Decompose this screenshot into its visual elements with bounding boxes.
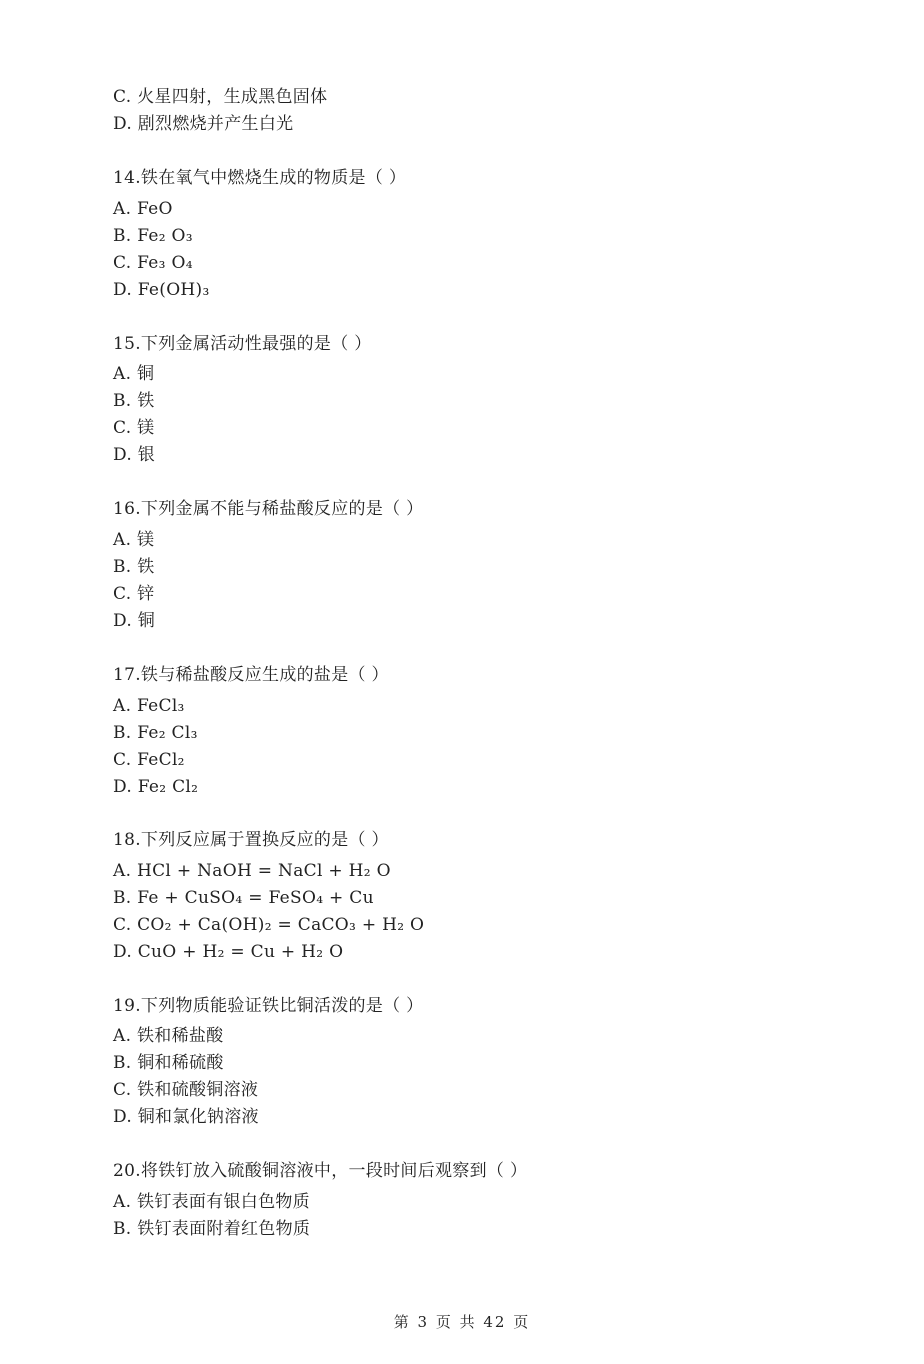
question-19-option-a: A. 铁和稀盐酸 <box>113 1026 224 1046</box>
question-16-option-d: D. 铜 <box>113 611 156 631</box>
question-18-option-a: A. HCl + NaOH = NaCl + H₂ O <box>113 861 391 881</box>
question-18-option-d: D. CuO + H₂ = Cu + H₂ O <box>113 942 344 962</box>
question-19-option-c: C. 铁和硫酸铜溶液 <box>113 1080 259 1100</box>
question-14-option-a: A. FeO <box>113 199 173 219</box>
question-19-option-d: D. 铜和氯化钠溶液 <box>113 1107 259 1127</box>
question-14-option-d: D. Fe(OH)₃ <box>113 280 210 300</box>
option-c-prev: C. 火星四射，生成黑色固体 <box>113 87 328 107</box>
question-18-stem: 18.下列反应属于置换反应的是（ ） <box>113 830 389 850</box>
question-16-option-c: C. 锌 <box>113 584 155 604</box>
question-18-option-c: C. CO₂ + Ca(OH)₂ = CaCO₃ + H₂ O <box>113 915 425 935</box>
question-17-option-d: D. Fe₂ Cl₂ <box>113 777 199 797</box>
question-14-option-b: B. Fe₂ O₃ <box>113 226 193 246</box>
question-18-option-b: B. Fe + CuSO₄ = FeSO₄ + Cu <box>113 888 374 908</box>
question-20-option-a: A. 铁钉表面有银白色物质 <box>113 1192 310 1212</box>
question-15-stem: 15.下列金属活动性最强的是（ ） <box>113 334 372 354</box>
question-19-option-b: B. 铜和稀硫酸 <box>113 1053 224 1073</box>
question-16-stem: 16.下列金属不能与稀盐酸反应的是（ ） <box>113 499 424 519</box>
question-19-stem: 19.下列物质能验证铁比铜活泼的是（ ） <box>113 996 424 1016</box>
question-20-option-b: B. 铁钉表面附着红色物质 <box>113 1219 311 1239</box>
page-footer: 第 3 页 共 42 页 <box>393 1313 531 1331</box>
question-17-option-b: B. Fe₂ Cl₃ <box>113 723 198 743</box>
question-17-option-c: C. FeCl₂ <box>113 750 185 770</box>
question-16-option-b: B. 铁 <box>113 557 155 577</box>
question-17-option-a: A. FeCl₃ <box>113 696 185 716</box>
option-d-prev: D. 剧烈燃烧并产生白光 <box>113 114 294 134</box>
question-14-option-c: C. Fe₃ O₄ <box>113 253 193 273</box>
question-15-option-a: A. 铜 <box>113 364 155 384</box>
question-17-stem: 17.铁与稀盐酸反应生成的盐是（ ） <box>113 665 389 685</box>
question-20-stem: 20.将铁钉放入硫酸铜溶液中，一段时间后观察到（ ） <box>113 1161 528 1181</box>
question-15-option-c: C. 镁 <box>113 418 155 438</box>
question-15-option-b: B. 铁 <box>113 391 155 411</box>
question-15-option-d: D. 银 <box>113 445 156 465</box>
question-16-option-a: A. 镁 <box>113 530 155 550</box>
question-14-stem: 14.铁在氧气中燃烧生成的物质是（ ） <box>113 168 407 188</box>
